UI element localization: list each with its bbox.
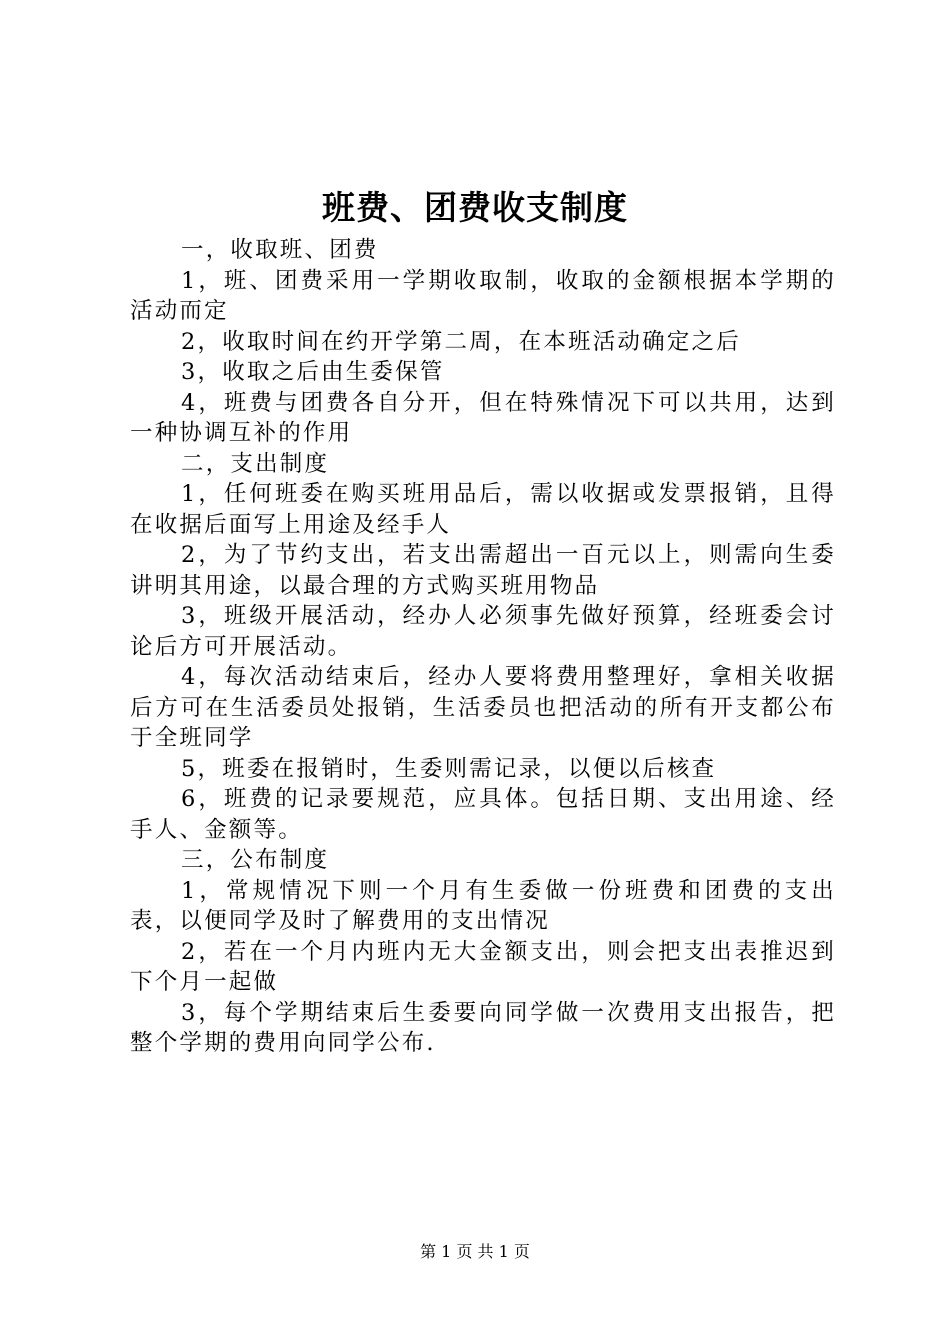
paragraph: 4，每次活动结束后，经办人要将费用整理好，拿相关收据后方可在生活委员处报销，生活委员也把活动的所有开支都公布于全班同学: [130, 664, 836, 751]
paragraph: 1，常规情况下则一个月有生委做一份班费和团费的支出表，以便同学及时了解费用的支出情况: [130, 877, 836, 934]
paragraph: 2，收取时间在约开学第二周，在本班活动确定之后: [181, 328, 741, 355]
paragraph: 3，每个学期结束后生委要向同学做一次费用支出报告，把整个学期的费用向同学公布.: [130, 999, 836, 1056]
paragraph: 6，班费的记录要规范，应具体。包括日期、支出用途、经手人、金额等。: [130, 786, 836, 843]
paragraph: 4，班费与团费各自分开，但在特殊情况下可以共用，达到一种协调互补的作用: [130, 389, 836, 446]
section-heading-collection: 一，收取班、团费: [181, 237, 379, 263]
paragraph: 1，班、团费采用一学期收取制，收取的金额根据本学期的活动而定: [130, 267, 836, 324]
paragraph: 5，班委在报销时，生委则需记录，以便以后核查: [181, 755, 717, 782]
section-heading-expenditure: 二，支出制度: [181, 450, 330, 477]
paragraph: 1，任何班委在购买班用品后，需以收据或发票报销，且得在收据后面写上用途及经手人: [130, 481, 836, 538]
paragraph: 3，收取之后由生委保管: [181, 359, 445, 385]
document-body: [130, 235, 836, 1059]
page-footer: 第 1 页 共 1 页: [420, 1242, 530, 1261]
document-title: 班费、团费收支制度: [322, 188, 628, 227]
paragraph: 2，若在一个月内班内无大金额支出，则会把支出表推迟到下个月一起做: [130, 938, 836, 995]
paragraph: 2，为了节约支出，若支出需超出一百元以上，则需向生委讲明其用途，以最合理的方式购买班用物品: [130, 542, 836, 599]
section-heading-publication: 三，公布制度: [181, 847, 330, 873]
paragraph: 3，班级开展活动，经办人必须事先做好预算，经班委会讨论后方可开展活动。: [130, 603, 836, 660]
